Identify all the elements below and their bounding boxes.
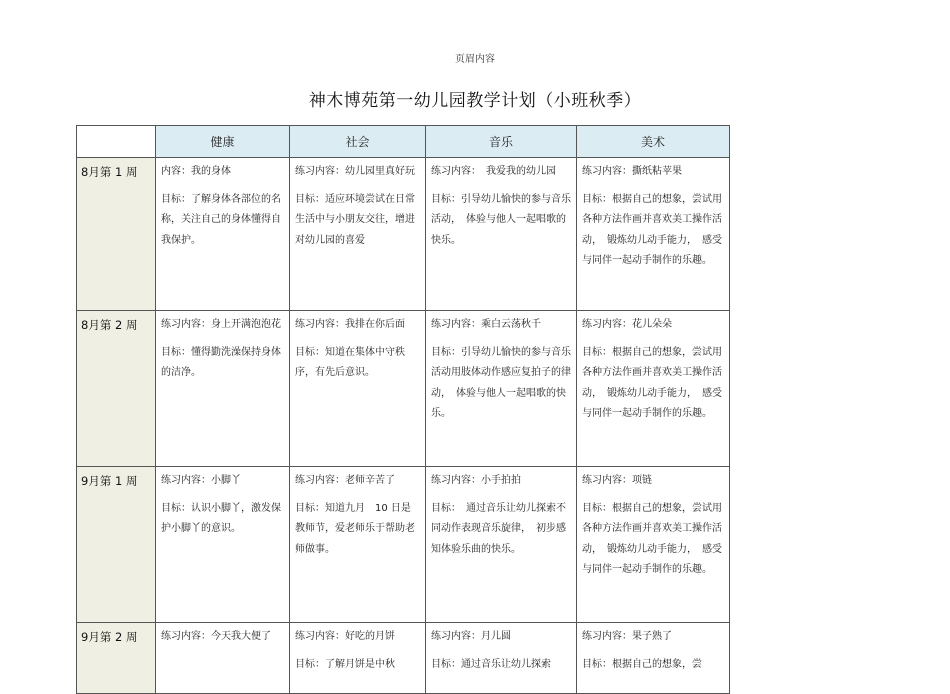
lesson-cell-art	[577, 467, 730, 623]
lesson-goal: 目标：引导幼儿愉快的参与音乐活动用肢体动作感应复拍子的律动， 体验与他人一起唱歌的快乐。	[431, 346, 571, 419]
lesson-goal: 目标：知道在集体中守秩序，有先后意识。	[295, 346, 405, 378]
lesson-goal: 目标：认识小脚丫，激发保护小脚丫的意识。	[161, 502, 281, 534]
lesson-content: 练习内容：乘白云荡秋千	[431, 319, 541, 330]
header-corner-cell	[77, 126, 156, 158]
lesson-content: 练习内容：撕纸粘苹果	[582, 166, 682, 177]
lesson-content: 练习内容：果子熟了	[582, 631, 672, 642]
lesson-cell-society	[290, 623, 426, 694]
week-label: 8月第 2 周	[77, 311, 156, 467]
lesson-goal: 目标： 通过音乐让幼儿探索不同动作表现音乐旋律， 初步感知体验乐曲的快乐。	[431, 502, 566, 555]
lesson-cell-society	[290, 158, 426, 311]
table-row	[77, 158, 730, 311]
lesson-cell-music	[426, 623, 577, 694]
lesson-content: 练习内容：小脚丫	[161, 475, 241, 486]
lesson-cell-music	[426, 467, 577, 623]
lesson-goal: 目标：适应环境尝试在日常生活中与小朋友交往，增进对幼儿园的喜爱	[295, 193, 415, 246]
week-label: 9月第 1 周	[77, 467, 156, 623]
lesson-content: 练习内容：老师辛苦了	[295, 475, 395, 486]
lesson-content: 练习内容：我排在你后面	[295, 319, 405, 330]
lesson-cell-health	[156, 311, 290, 467]
lesson-content: 内容：我的身体	[161, 166, 231, 177]
table-row	[77, 623, 730, 694]
lesson-cell-society	[290, 311, 426, 467]
lesson-goal: 目标：了解身体各部位的名称，关注自己的身体懂得自我保护。	[161, 193, 281, 246]
lesson-goal: 目标：了解月饼是中秋	[295, 658, 395, 670]
column-header-art: 美术	[577, 126, 730, 158]
lesson-content: 练习内容：月儿圆	[431, 631, 511, 642]
lesson-content: 练习内容：小手拍拍	[431, 475, 521, 486]
lesson-cell-health	[156, 158, 290, 311]
table-header-row	[77, 126, 730, 158]
lesson-content: 练习内容：今天我大便了	[161, 631, 271, 642]
lesson-cell-art	[577, 623, 730, 694]
lesson-goal: 目标：根据自己的想象，尝	[582, 658, 702, 670]
week-label: 8月第 1 周	[77, 158, 156, 311]
lesson-goal: 目标：根据自己的想象，尝试用各种方法作画并喜欢美工操作活动， 锻炼幼儿动手能力， 感受与同伴一起动手制作的乐趣。	[582, 502, 722, 575]
lesson-cell-health	[156, 623, 290, 694]
lesson-content: 练习内容： 我爱我的幼儿园	[431, 166, 556, 177]
page-title: 神木博苑第一幼儿园教学计划（小班秋季）	[308, 91, 642, 111]
lesson-cell-health	[156, 467, 290, 623]
lesson-cell-society	[290, 467, 426, 623]
column-header-society: 社会	[290, 126, 426, 158]
column-header-music: 音乐	[426, 126, 577, 158]
lesson-goal: 目标：根据自己的想象，尝试用各种方法作画并喜欢美工操作活动， 锻炼幼儿动手能力， 感受与同伴一起动手制作的乐趣。	[582, 193, 722, 266]
lesson-goal: 目标：引导幼儿愉快的参与音乐活动， 体验与他人一起唱歌的快乐。	[431, 193, 571, 246]
page-header-note: 页眉内容	[455, 54, 495, 65]
lesson-goal: 目标：根据自己的想象，尝试用各种方法作画并喜欢美工操作活动， 锻炼幼儿动手能力， 感受与同伴一起动手制作的乐趣。	[582, 346, 722, 419]
column-header-health: 健康	[156, 126, 290, 158]
lesson-content: 练习内容：幼儿园里真好玩	[295, 166, 415, 177]
week-label: 9月第 2 周	[77, 623, 156, 694]
lesson-content: 练习内容：身上开满泡泡花	[161, 319, 281, 330]
lesson-cell-art	[577, 311, 730, 467]
table-row	[77, 467, 730, 623]
lesson-goal: 目标：知道九月 10 日是教师节，爱老师乐于帮助老师做事。	[295, 502, 415, 555]
teaching-plan-table	[76, 125, 730, 694]
lesson-cell-music	[426, 158, 577, 311]
lesson-cell-art	[577, 158, 730, 311]
table-row	[77, 311, 730, 467]
lesson-content: 练习内容：项链	[582, 475, 652, 486]
lesson-cell-music	[426, 311, 577, 467]
lesson-goal: 目标：懂得勤洗澡保持身体的洁净。	[161, 346, 281, 378]
lesson-content: 练习内容：好吃的月饼	[295, 631, 395, 642]
lesson-goal: 目标：通过音乐让幼儿探索	[431, 658, 551, 670]
lesson-content: 练习内容：花儿朵朵	[582, 319, 672, 330]
